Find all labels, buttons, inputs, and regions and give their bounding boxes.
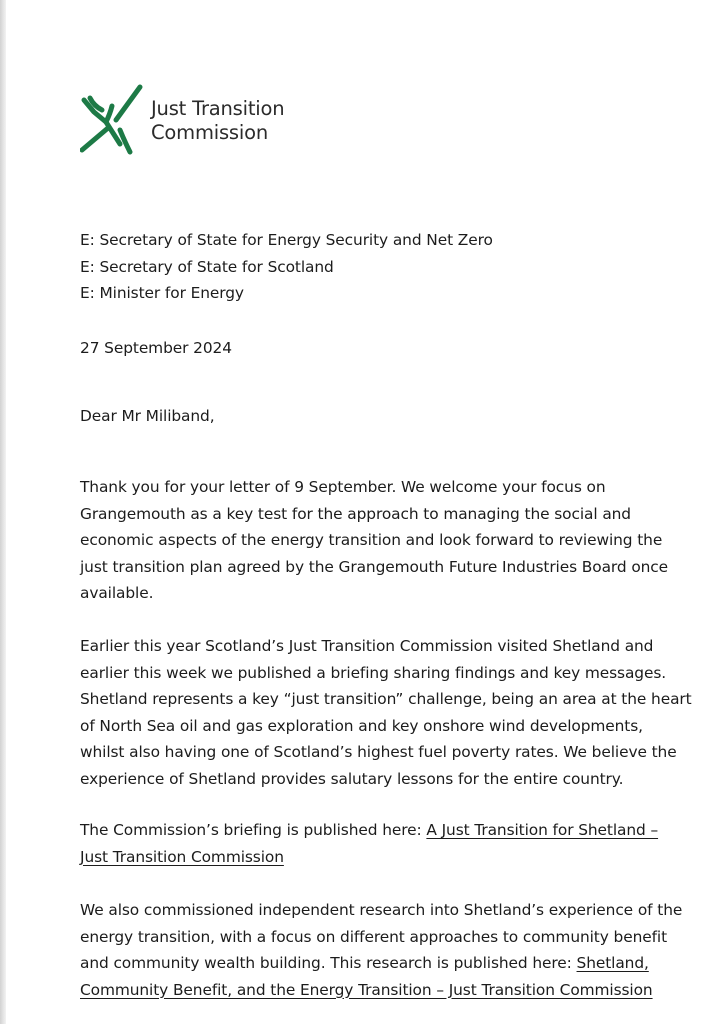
paragraph-3-intro: The Commission’s briefing is published here: [80, 821, 427, 839]
commission-logo-icon [80, 84, 144, 156]
paragraph-3 [80, 817, 658, 870]
research-report-link-continued[interactable]: Community Benefit, and the Energy Transition – Just Transition Commission [80, 980, 653, 999]
paragraph-line: available. [80, 584, 154, 602]
recipient-line: E: Minister for Energy [80, 284, 244, 302]
paragraph-line: Shetland represents a key “just transition” challenge, being an area at the heart [80, 690, 692, 708]
page-edge-shadow [0, 0, 6, 1024]
paragraph-line: We also commissioned independent research into Shetland’s experience of the [80, 901, 683, 919]
paragraph-4 [80, 897, 682, 1003]
paragraph-line: Grangemouth as a key test for the approach to managing the social and [80, 504, 631, 523]
salutation: Dear Mr Miliband, [80, 407, 215, 425]
paragraph-line: of North Sea oil and gas exploration and key onshore wind developments, [80, 716, 643, 735]
commission-logo [80, 84, 320, 156]
paragraph-1 [80, 474, 668, 607]
paragraph-line: economic aspects of the energy transition and look forward to reviewing the [80, 531, 663, 549]
letter-date: 27 September 2024 [80, 339, 232, 357]
paragraph-line: whilst also having one of Scotland’s highest fuel poverty rates. We believe the [80, 743, 677, 761]
paragraph-line: earlier this week we published a briefing sharing findings and key messages. [80, 663, 667, 682]
recipient-line: E: Secretary of State for Scotland [80, 257, 334, 276]
paragraph-line: energy transition, with a focus on different approaches to community benefit [80, 927, 668, 946]
shetland-briefing-link-continued[interactable]: Just Transition Commission [80, 847, 284, 866]
commission-logo-text [151, 97, 284, 145]
paragraph-line: Thank you for your letter of 9 September. We welcome your focus on [80, 478, 606, 496]
research-report-link[interactable]: Shetland, [576, 954, 649, 972]
paragraph-2 [80, 633, 692, 792]
logo-line-2: Commission [151, 121, 268, 144]
paragraph-line: Earlier this year Scotland’s Just Transition Commission visited Shetland and [80, 637, 654, 655]
shetland-briefing-link[interactable]: A Just Transition for Shetland – [426, 821, 659, 839]
paragraph-line: just transition plan agreed by the Grangemouth Future Industries Board once [80, 557, 669, 576]
paragraph-line: experience of Shetland provides salutary lessons for the entire country. [80, 769, 624, 788]
paragraph-4-line-3: and community wealth building. This research is published here: [80, 954, 577, 972]
recipient-line: E: Secretary of State for Energy Security and Net Zero [80, 231, 493, 249]
logo-line-1: Just Transition [151, 97, 285, 120]
recipients-block [80, 227, 493, 307]
